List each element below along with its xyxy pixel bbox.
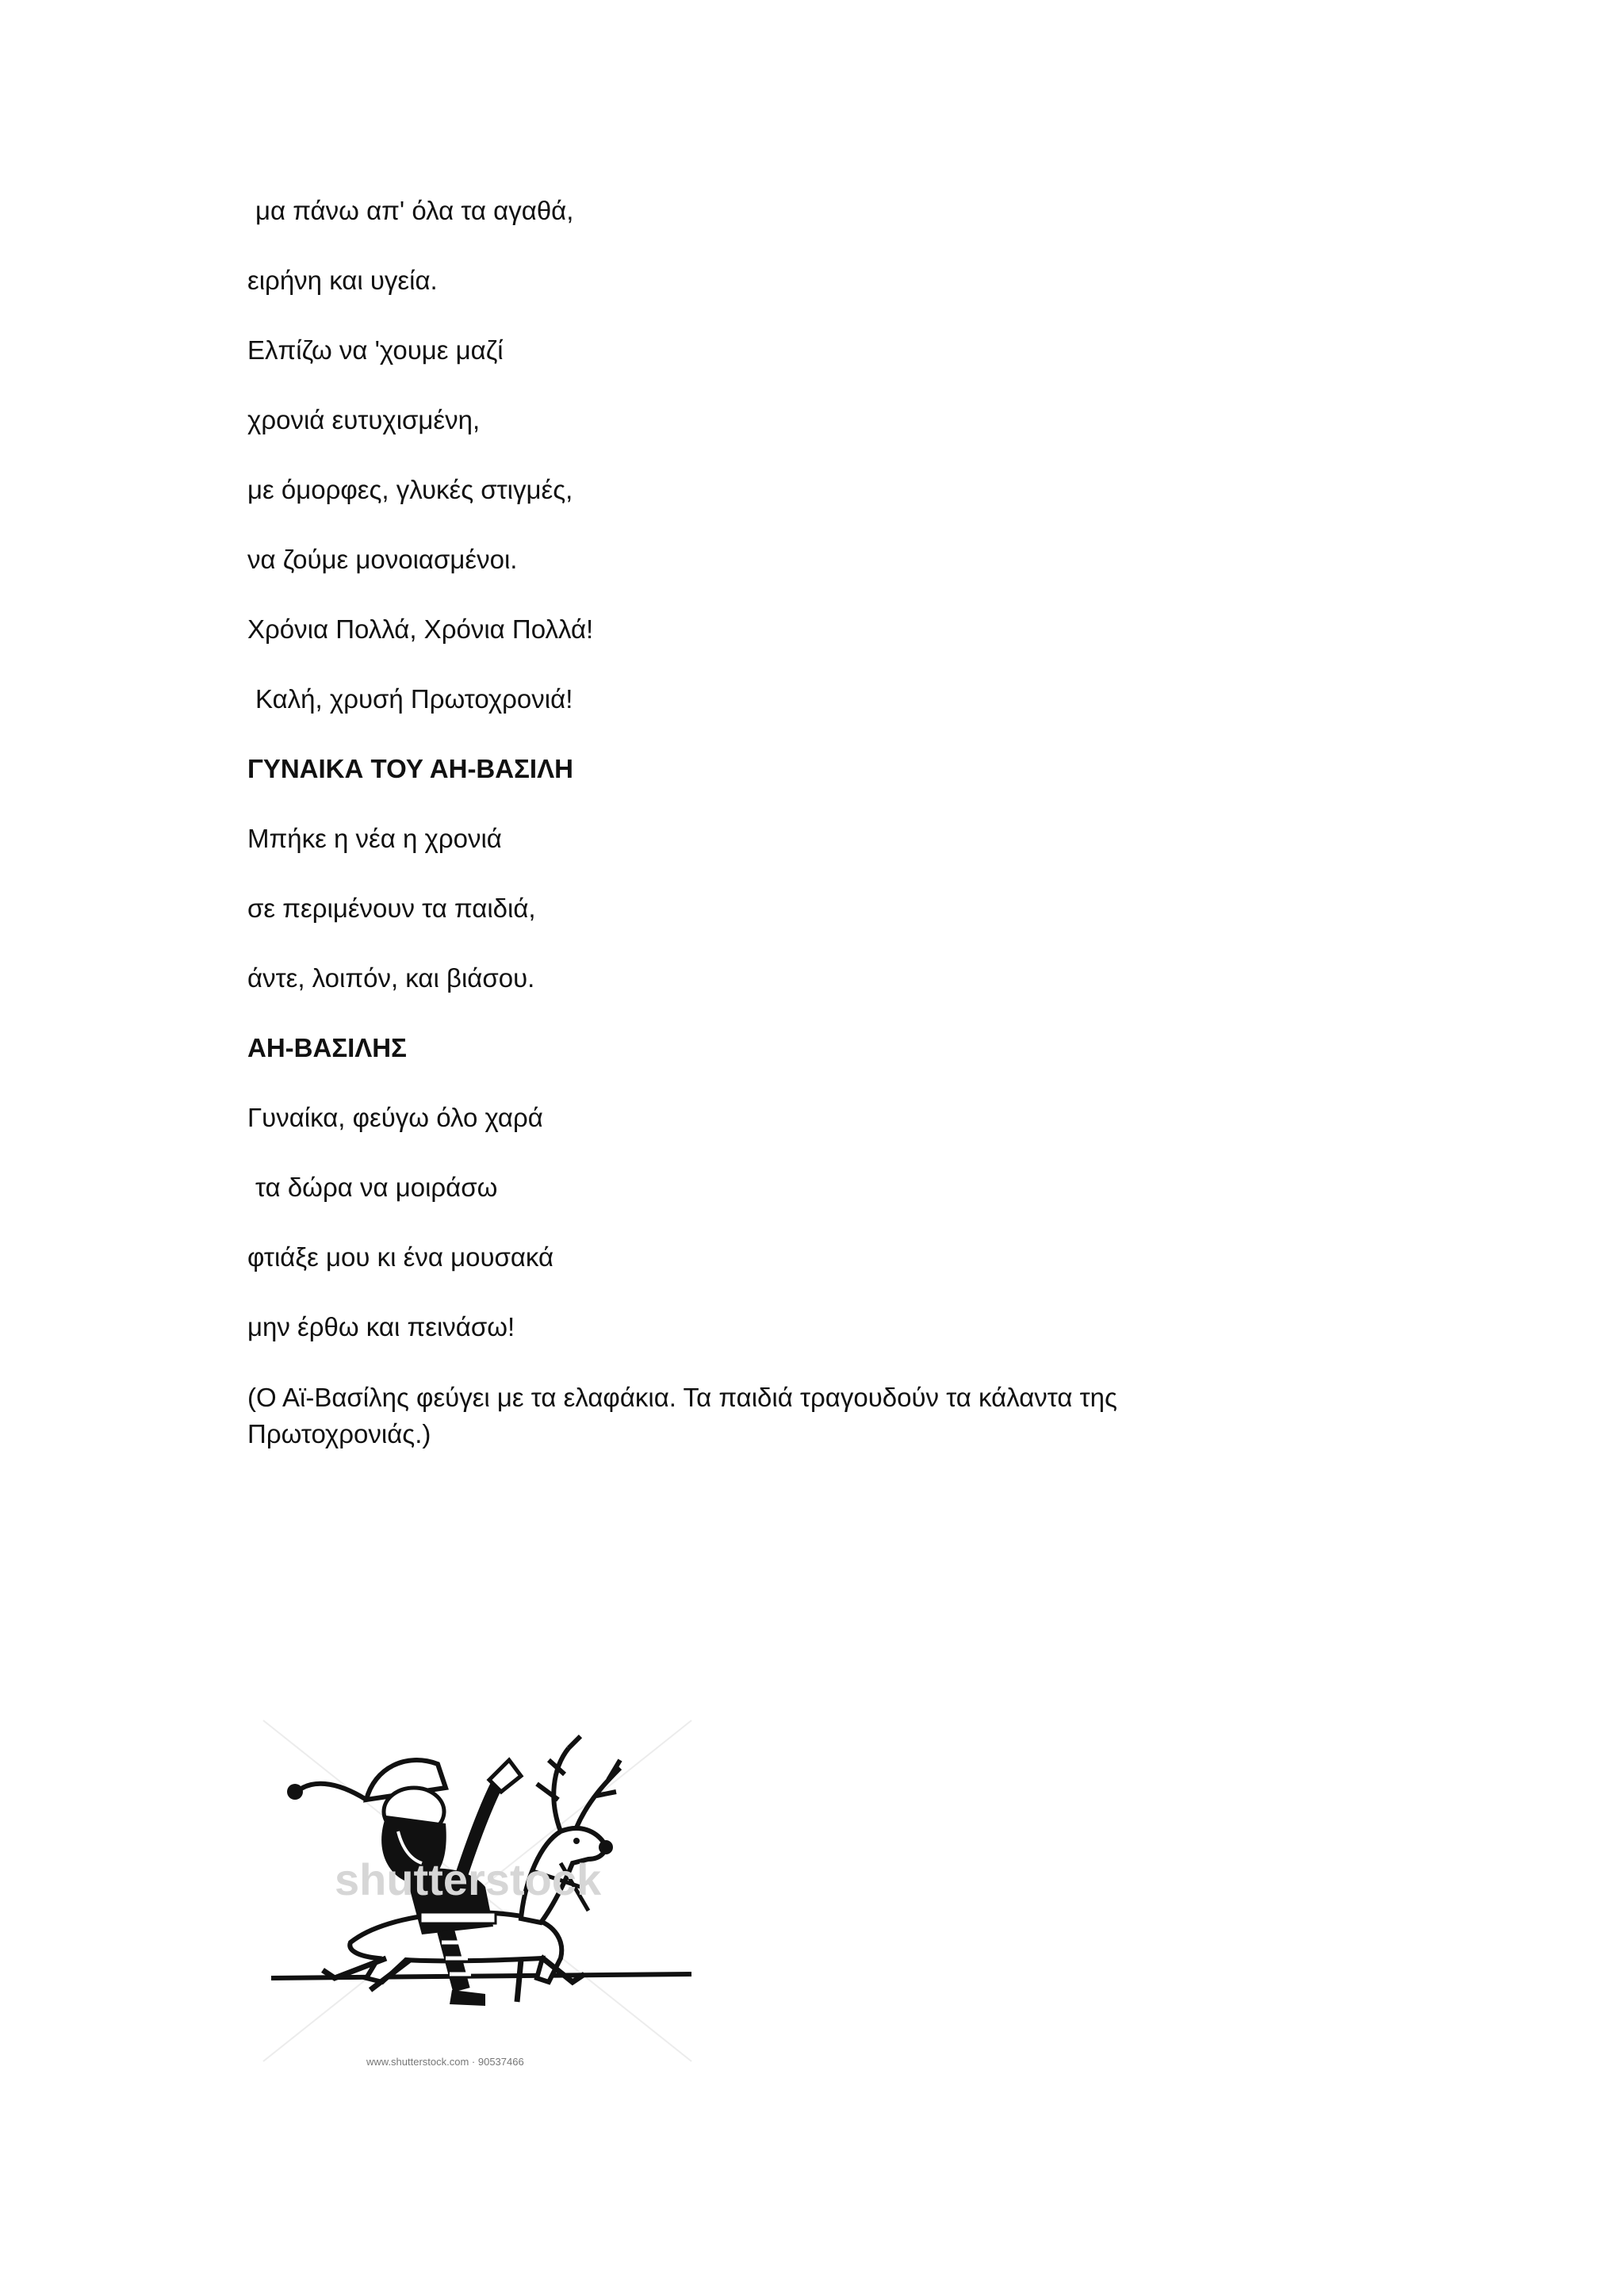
santa-reindeer-illustration — [247, 1705, 707, 2077]
watermark-text: shutterstock — [335, 1854, 602, 1904]
poem-line: Καλή, χρυσή Πρωτοχρονιά! — [255, 684, 573, 714]
poem-text — [247, 193, 1247, 1487]
image-credit: www.shutterstock.com · 90537466 — [366, 2056, 524, 2068]
santa-reindeer-icon — [247, 1705, 707, 2077]
poem-line: με όμορφες, γλυκές στιγμές, — [247, 475, 573, 504]
poem-line: φτιάξε μου κι ένα μουσακά — [247, 1242, 554, 1272]
poem-line: να ζούμε μονοιασμένοι. — [247, 545, 518, 574]
poem-line: τα δώρα να μοιράσω — [255, 1173, 498, 1202]
poem-line: ειρήνη και υγεία. — [247, 266, 438, 295]
poem-line: Ελπίζω να 'χουμε μαζί — [247, 335, 504, 365]
poem-line: χρονιά ευτυχισμένη, — [247, 405, 481, 434]
poem-line: Χρόνια Πολλά, Χρόνια Πολλά! — [247, 614, 594, 644]
poem-line: Μπήκε η νέα η χρονιά — [247, 824, 502, 853]
stage-direction: (Ο Αϊ-Βασίλης φεύγει με τα ελαφάκια. Τα παιδιά τραγουδούν τα κάλαντα της Πρωτοχρονιάς.) — [247, 1383, 1117, 1448]
poem-line: σε περιμένουν τα παιδιά, — [247, 894, 536, 923]
speaker-heading: ΓΥΝΑΙΚΑ ΤΟΥ ΑΗ-ΒΑΣΙΛΗ — [247, 754, 573, 783]
poem-line: μην έρθω και πεινάσω! — [247, 1312, 515, 1341]
speaker-heading: ΑΗ-ΒΑΣΙΛΗΣ — [247, 1033, 407, 1062]
poem-line: μα πάνω απ' όλα τα αγαθά, — [255, 196, 574, 225]
poem-line: Γυναίκα, φεύγω όλο χαρά — [247, 1103, 543, 1132]
poem-line: άντε, λοιπόν, και βιάσου. — [247, 963, 535, 993]
